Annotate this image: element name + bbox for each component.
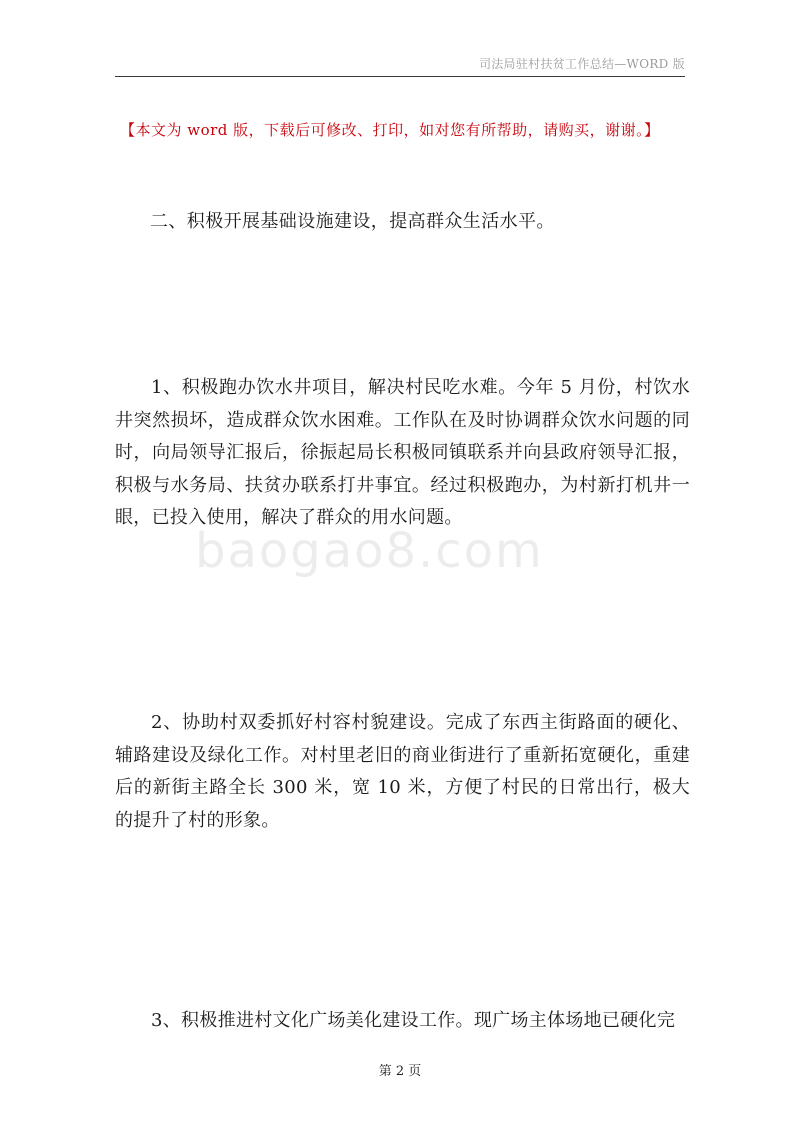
- page-number: 第 2 页: [378, 1064, 422, 1079]
- header-title: 司法局驻村扶贫工作总结—WORD 版: [478, 57, 685, 71]
- header-rule: [115, 76, 685, 77]
- watermark: baogao8.com: [195, 523, 544, 579]
- purchase-notice: 【本文为 word 版，下载后可修改、打印，如对您有所帮助，请购买，谢谢。】: [120, 121, 660, 139]
- paragraph-3: 3、积极推进村文化广场美化建设工作。现广场主体场地已硬化完: [151, 1010, 676, 1031]
- paragraph-1: 1、积极跑办饮水井项目，解决村民吃水难。今年 5 月份，村饮水井突然损坏，造成群众饮水困难。工作队在及时协调群众饮水问题的同时，向局领导汇报后，徐振起局长积极同镇联系并向县政府领导汇报，积极与水务局、扶贫办联系打井事宜。经过积极跑办，为村新打机井一眼，已投入使用，解决了群众的用水问题。: [115, 377, 690, 529]
- section-heading: 二、积极开展基础设施建设，提高群众生活水平。: [150, 211, 555, 232]
- paragraph-2: 2、协助村双委抓好村容村貌建设。完成了东西主街路面的硬化、辅路建设及绿化工作。对村里老旧的商业街进行了重新拓宽硬化，重建后的新街主路全长 300 米，宽 10 米，方便了村民的日常出行，极大的提升了村的形象。: [115, 712, 690, 831]
